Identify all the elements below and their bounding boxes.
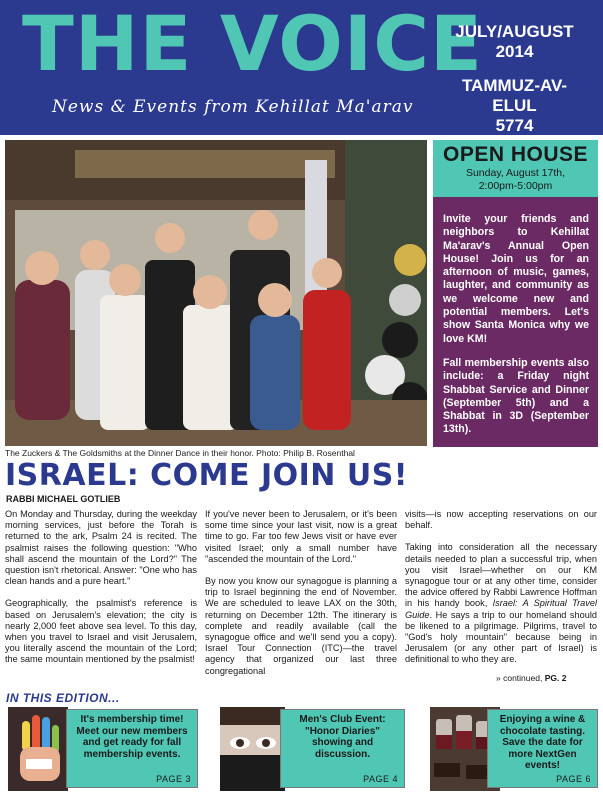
article-column-3 bbox=[405, 509, 597, 666]
teaser-page: PAGE 3 bbox=[156, 774, 191, 784]
article-paragraph bbox=[405, 542, 597, 665]
photo-caption: The Zuckers & The Goldsmiths at the Dinner Dance in their honor. Photo: Philip B. Rosenthal bbox=[5, 448, 355, 458]
open-house-paragraph: Invite your friends and neighbors to Kehillat Ma'arav's Annual Open House! Join us for an afternoon of music, games, laughter, and community as we welcome new and potential members. Let's show Santa Monica why we love KM! bbox=[443, 213, 589, 345]
issue-date bbox=[442, 22, 587, 136]
article-column-1 bbox=[5, 509, 197, 666]
open-house-time: 2:00pm-5:00pm bbox=[478, 180, 553, 192]
article-column-2 bbox=[205, 509, 397, 677]
article-headline: ISRAEL: COME JOIN US! bbox=[5, 458, 408, 493]
hebrew-year: 5774 bbox=[495, 116, 534, 135]
masthead bbox=[0, 0, 603, 135]
teaser-text: Enjoying a wine & chocolate tasting. Save the date for more NextGen events! bbox=[499, 714, 586, 771]
article-paragraph: If you've never been to Jerusalem, or it's been some time since your last visit, now is a great time to go. Far too few Jews visit or have ever visited Israel; only a small number have "ascended the mountain of the Lord." bbox=[205, 509, 397, 564]
teaser-nextgen[interactable] bbox=[430, 707, 598, 791]
cover-photo bbox=[5, 140, 427, 446]
article-paragraph: On Monday and Thursday, during the weekday morning services, just before the Torah is returned to the ark, Psalm 24 is recited. The psalmist raises the following question: "Who shall ascend the mountain of the Lord?" The question isn't rhetorical. Answer: "One who has clean hands and a pure heart." bbox=[5, 509, 197, 587]
issue-months: JULY/AUGUST bbox=[455, 22, 574, 41]
article-text: Taking into consideration all the necessary details needed to plan a successful trip, when you visit Israel—whether on our KM synagogue tour or at any other time, consider the advice offered by Rabbi Lawrence Hoffman in his handy book, bbox=[405, 542, 597, 609]
continued-link[interactable] bbox=[496, 673, 566, 683]
open-house-paragraph: Fall membership events also include: a Friday night Shabbat Service and Dinner (September 5th) and a Shabbat in 3D (September 13th). bbox=[443, 356, 589, 436]
open-house-body bbox=[433, 197, 598, 447]
teaser-text: It's membership time! Meet our new members and get ready for fall membership events. bbox=[76, 714, 188, 760]
newsletter-subtitle: News & Events from Kehillat Ma'arav bbox=[52, 97, 414, 117]
continued-text: » continued, bbox=[496, 673, 545, 683]
teaser-box bbox=[66, 709, 198, 788]
teaser-page: PAGE 4 bbox=[363, 774, 398, 784]
face-photo-icon bbox=[220, 707, 285, 791]
newsletter-title: THE VOICE bbox=[22, 0, 483, 88]
in-this-edition-title: IN THIS EDITION... bbox=[6, 691, 120, 705]
article-byline: RABBI MICHAEL GOTLIEB bbox=[6, 494, 121, 504]
teaser-mens-club[interactable] bbox=[220, 707, 410, 791]
teaser-page: PAGE 6 bbox=[556, 774, 591, 784]
issue-year: 2014 bbox=[495, 42, 534, 61]
article-paragraph: Geographically, the psalmist's reference is based on Jerusalem's elevation; the city is nearly 2,000 feet above sea level. To this day, when you travel to Israel and visit Jerusalem, you literally ascend the mountain of the Lord; the same mountain mentioned by the psalmist! bbox=[5, 598, 197, 665]
continued-page: PG. 2 bbox=[544, 673, 567, 683]
open-house-date: Sunday, August 17th, bbox=[465, 167, 566, 179]
teaser-membership[interactable] bbox=[8, 707, 198, 791]
open-house-header bbox=[433, 140, 598, 197]
teaser-box bbox=[280, 709, 405, 788]
book-title: Israel: A Spiritual Travel Guide bbox=[405, 598, 597, 620]
hebrew-months: TAMMUZ-AV-ELUL bbox=[461, 76, 568, 115]
article-text: . He says a trip to our homeland should be likened to a pilgrimage. Pilgrims, travel to "God's holy mountain" because being in Jerusalem (or any other part of Israel) is definitional to who they are. bbox=[405, 609, 597, 665]
open-house-title: OPEN HOUSE bbox=[442, 143, 589, 166]
teaser-text: Men's Club Event: "Honor Diaries" showing and discussion. bbox=[299, 714, 386, 760]
teaser-box bbox=[487, 709, 598, 788]
article-paragraph: By now you know our synagogue is planning a trip to Israel beginning the end of November. We are scheduled to leave LAX on the 30th, returning on December 12th. The itinerary is complete and readily available (call the synagogue office and we'll send you a copy). Israel Tour Connection (ITC)—the travel agency that organized our last three congregational bbox=[205, 576, 397, 676]
article-paragraph: visits—is now accepting reservations on our behalf. bbox=[405, 509, 597, 531]
hand-photo-icon bbox=[8, 707, 68, 791]
